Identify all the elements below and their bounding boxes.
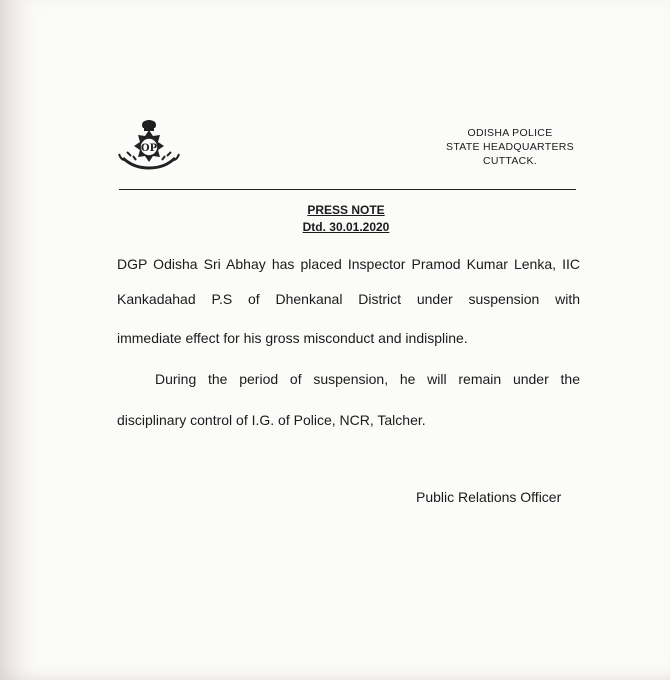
body-line-3: immediate effect for his gross misconduct and indispline. bbox=[117, 330, 468, 346]
body-line-1: DGP Odisha Sri Abhay has placed Inspector Pramod Kumar Lenka, IIC bbox=[117, 256, 580, 272]
org-line-2: STATE HEADQUARTERS bbox=[446, 141, 574, 153]
press-note-date: Dtd. 30.01.2020 bbox=[302, 220, 390, 234]
odisha-police-emblem-icon bbox=[115, 118, 183, 174]
org-line-1: ODISHA POLICE bbox=[467, 127, 553, 139]
press-note-title: PRESS NOTE bbox=[307, 203, 385, 217]
body-line-4: During the period of suspension, he will remain under the bbox=[155, 371, 580, 387]
body-line-2: Kankadahad P.S of Dhenkanal District under suspension with bbox=[117, 291, 580, 307]
signatory-designation: Public Relations Officer bbox=[416, 489, 562, 505]
headquarters-address bbox=[430, 126, 590, 168]
body-line-5: disciplinary control of I.G. of Police, NCR, Talcher. bbox=[117, 412, 426, 428]
svg-text:OP: OP bbox=[140, 143, 158, 154]
org-line-3: CUTTACK. bbox=[482, 155, 538, 167]
header-divider bbox=[119, 189, 576, 190]
